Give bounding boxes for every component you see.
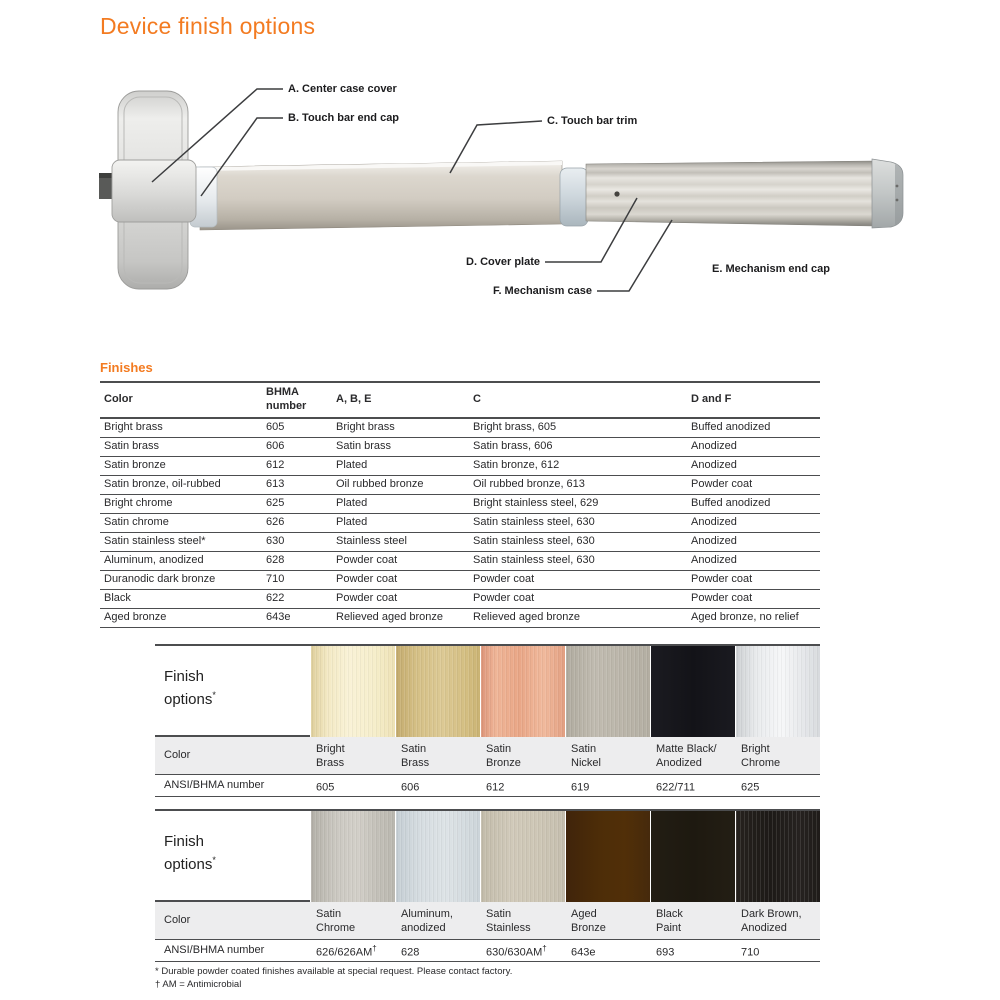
end-cap-screw	[896, 199, 899, 202]
swatch-satin-nickel	[565, 646, 650, 737]
swatch-name: Bright Brass	[310, 737, 395, 774]
finish-options-label: Finish options*	[155, 646, 310, 737]
swatch-bright-chrome	[735, 646, 820, 737]
cell-abe: Powder coat	[332, 551, 469, 570]
cell-color: Aluminum, anodized	[100, 551, 262, 570]
cell-df: Anodized	[687, 437, 820, 456]
ansi-number: 625	[735, 774, 820, 797]
ansi-number: 605	[310, 774, 395, 797]
footnote-antimicrobial: † AM = Antimicrobial	[155, 979, 242, 991]
label-cover-plate: D. Cover plate	[466, 256, 540, 268]
swatch-name: Satin Brass	[395, 737, 480, 774]
cell-color: Satin chrome	[100, 513, 262, 532]
cell-c: Satin brass, 606	[469, 437, 687, 456]
ansi-number: 643e	[565, 939, 650, 962]
center-case-cover-shape	[112, 160, 196, 222]
label-touch-bar-end-cap: B. Touch bar end cap	[288, 112, 400, 124]
col-header-bhma: BHMA number	[262, 382, 332, 418]
cell-c: Relieved aged bronze	[469, 608, 687, 627]
exit-device-diagram	[85, 55, 915, 315]
cell-abe: Relieved aged bronze	[332, 608, 469, 627]
cell-c: Satin stainless steel, 630	[469, 532, 687, 551]
cell-df: Anodized	[687, 532, 820, 551]
swatch-name: Dark Brown, Anodized	[735, 902, 820, 939]
finishes-header-row	[100, 382, 820, 418]
cell-abe: Powder coat	[332, 589, 469, 608]
cell-color: Satin brass	[100, 437, 262, 456]
finish-options-table-1	[155, 644, 820, 797]
swatch-name: Satin Chrome	[310, 902, 395, 939]
col-header-color: Color	[100, 382, 262, 418]
cell-abe: Powder coat	[332, 570, 469, 589]
swatch-satin-brass	[395, 646, 480, 737]
swatch-satin-bronze	[480, 646, 565, 737]
ansi-row-label: ANSI/BHMA number	[155, 774, 310, 797]
swatch-name: Black Paint	[650, 902, 735, 939]
cell-abe: Bright brass	[332, 418, 469, 438]
ansi-number: 612	[480, 774, 565, 797]
finishes-row	[100, 551, 820, 570]
swatch-matte-black-anodized	[650, 646, 735, 737]
callout-line-f	[597, 220, 672, 291]
cover-plate-screw	[614, 191, 619, 196]
cell-color: Bright chrome	[100, 494, 262, 513]
cell-df: Aged bronze, no relief	[687, 608, 820, 627]
cell-bhma: 613	[262, 475, 332, 494]
swatch-dark-brown-anodized	[735, 811, 820, 902]
swatch-bright-brass	[310, 646, 395, 737]
col-header-df: D and F	[687, 382, 820, 418]
page-title: Device finish options	[100, 13, 316, 39]
cover-plate-shape	[560, 168, 588, 226]
finishes-row	[100, 494, 820, 513]
swatch-satin-stainless	[480, 811, 565, 902]
col-header-abe: A, B, E	[332, 382, 469, 418]
swatch-aged-bronze	[565, 811, 650, 902]
swatch-name: Matte Black/ Anodized	[650, 737, 735, 774]
swatch-satin-chrome	[310, 811, 395, 902]
cell-df: Powder coat	[687, 589, 820, 608]
ansi-number: 626/626AM†	[310, 939, 395, 962]
finishes-row	[100, 437, 820, 456]
finish-options-table-2	[155, 809, 820, 962]
cell-c: Bright stainless steel, 629	[469, 494, 687, 513]
cell-color: Satin bronze	[100, 456, 262, 475]
ansi-number: 693	[650, 939, 735, 962]
swatch-name: Aged Bronze	[565, 902, 650, 939]
cell-df: Buffed anodized	[687, 418, 820, 438]
cell-abe: Plated	[332, 513, 469, 532]
swatch-name: Satin Nickel	[565, 737, 650, 774]
ansi-number: 622/711	[650, 774, 735, 797]
cell-c: Bright brass, 605	[469, 418, 687, 438]
footnote-powder-coat: * Durable powder coated finishes available at special request. Please contact factory.	[155, 966, 513, 977]
cell-color: Black	[100, 589, 262, 608]
cell-c: Satin stainless steel, 630	[469, 513, 687, 532]
cell-bhma: 606	[262, 437, 332, 456]
finish-options-label: Finish options*	[155, 811, 310, 902]
cell-bhma: 630	[262, 532, 332, 551]
finishes-row	[100, 418, 820, 438]
color-row-label: Color	[155, 902, 310, 939]
ansi-number: 606	[395, 774, 480, 797]
swatch-name: Bright Chrome	[735, 737, 820, 774]
cell-bhma: 643e	[262, 608, 332, 627]
ansi-number: 628	[395, 939, 480, 962]
finishes-row	[100, 532, 820, 551]
footnotes	[155, 965, 512, 992]
cell-abe: Stainless steel	[332, 532, 469, 551]
swatch-black-paint	[650, 811, 735, 902]
cell-bhma: 612	[262, 456, 332, 475]
cell-c: Oil rubbed bronze, 613	[469, 475, 687, 494]
cell-c: Powder coat	[469, 589, 687, 608]
label-touch-bar-trim: C. Touch bar trim	[547, 115, 638, 127]
finishes-row	[100, 608, 820, 627]
finishes-table	[100, 381, 820, 628]
cell-color: Satin stainless steel*	[100, 532, 262, 551]
cell-bhma: 625	[262, 494, 332, 513]
cell-bhma: 605	[262, 418, 332, 438]
cell-df: Buffed anodized	[687, 494, 820, 513]
finishes-row	[100, 513, 820, 532]
cell-abe: Oil rubbed bronze	[332, 475, 469, 494]
cell-c: Satin stainless steel, 630	[469, 551, 687, 570]
finishes-row	[100, 475, 820, 494]
cell-df: Anodized	[687, 513, 820, 532]
finishes-heading: Finishes	[100, 360, 153, 375]
ansi-number: 619	[565, 774, 650, 797]
cell-df: Powder coat	[687, 475, 820, 494]
col-header-c: C	[469, 382, 687, 418]
cell-df: Anodized	[687, 456, 820, 475]
cell-abe: Plated	[332, 456, 469, 475]
cell-bhma: 626	[262, 513, 332, 532]
cell-c: Powder coat	[469, 570, 687, 589]
ansi-number: 710	[735, 939, 820, 962]
swatch-name: Satin Bronze	[480, 737, 565, 774]
cell-color: Aged bronze	[100, 608, 262, 627]
finishes-row	[100, 589, 820, 608]
cell-df: Powder coat	[687, 570, 820, 589]
end-cap-screw	[896, 185, 899, 188]
swatch-aluminum-anodized	[395, 811, 480, 902]
swatch-name: Aluminum, anodized	[395, 902, 480, 939]
finishes-row	[100, 456, 820, 475]
cell-c: Satin bronze, 612	[469, 456, 687, 475]
cell-color: Satin bronze, oil-rubbed	[100, 475, 262, 494]
cell-bhma: 710	[262, 570, 332, 589]
label-mechanism-end-cap: E. Mechanism end cap	[712, 263, 830, 275]
cell-df: Anodized	[687, 551, 820, 570]
label-mechanism-case: F. Mechanism case	[492, 285, 592, 297]
label-center-case-cover: A. Center case cover	[288, 83, 397, 95]
swatch-name: Satin Stainless	[480, 902, 565, 939]
cell-color: Duranodic dark bronze	[100, 570, 262, 589]
color-row-label: Color	[155, 737, 310, 774]
mechanism-end-cap-bevel	[895, 164, 903, 225]
ansi-row-label: ANSI/BHMA number	[155, 939, 310, 962]
ansi-number: 630/630AM†	[480, 939, 565, 962]
cell-bhma: 628	[262, 551, 332, 570]
finishes-row	[100, 570, 820, 589]
touch-bar-trim-shape	[200, 161, 562, 230]
cell-color: Bright brass	[100, 418, 262, 438]
cell-bhma: 622	[262, 589, 332, 608]
cell-abe: Plated	[332, 494, 469, 513]
cell-abe: Satin brass	[332, 437, 469, 456]
mechanism-case-shape	[586, 161, 874, 226]
